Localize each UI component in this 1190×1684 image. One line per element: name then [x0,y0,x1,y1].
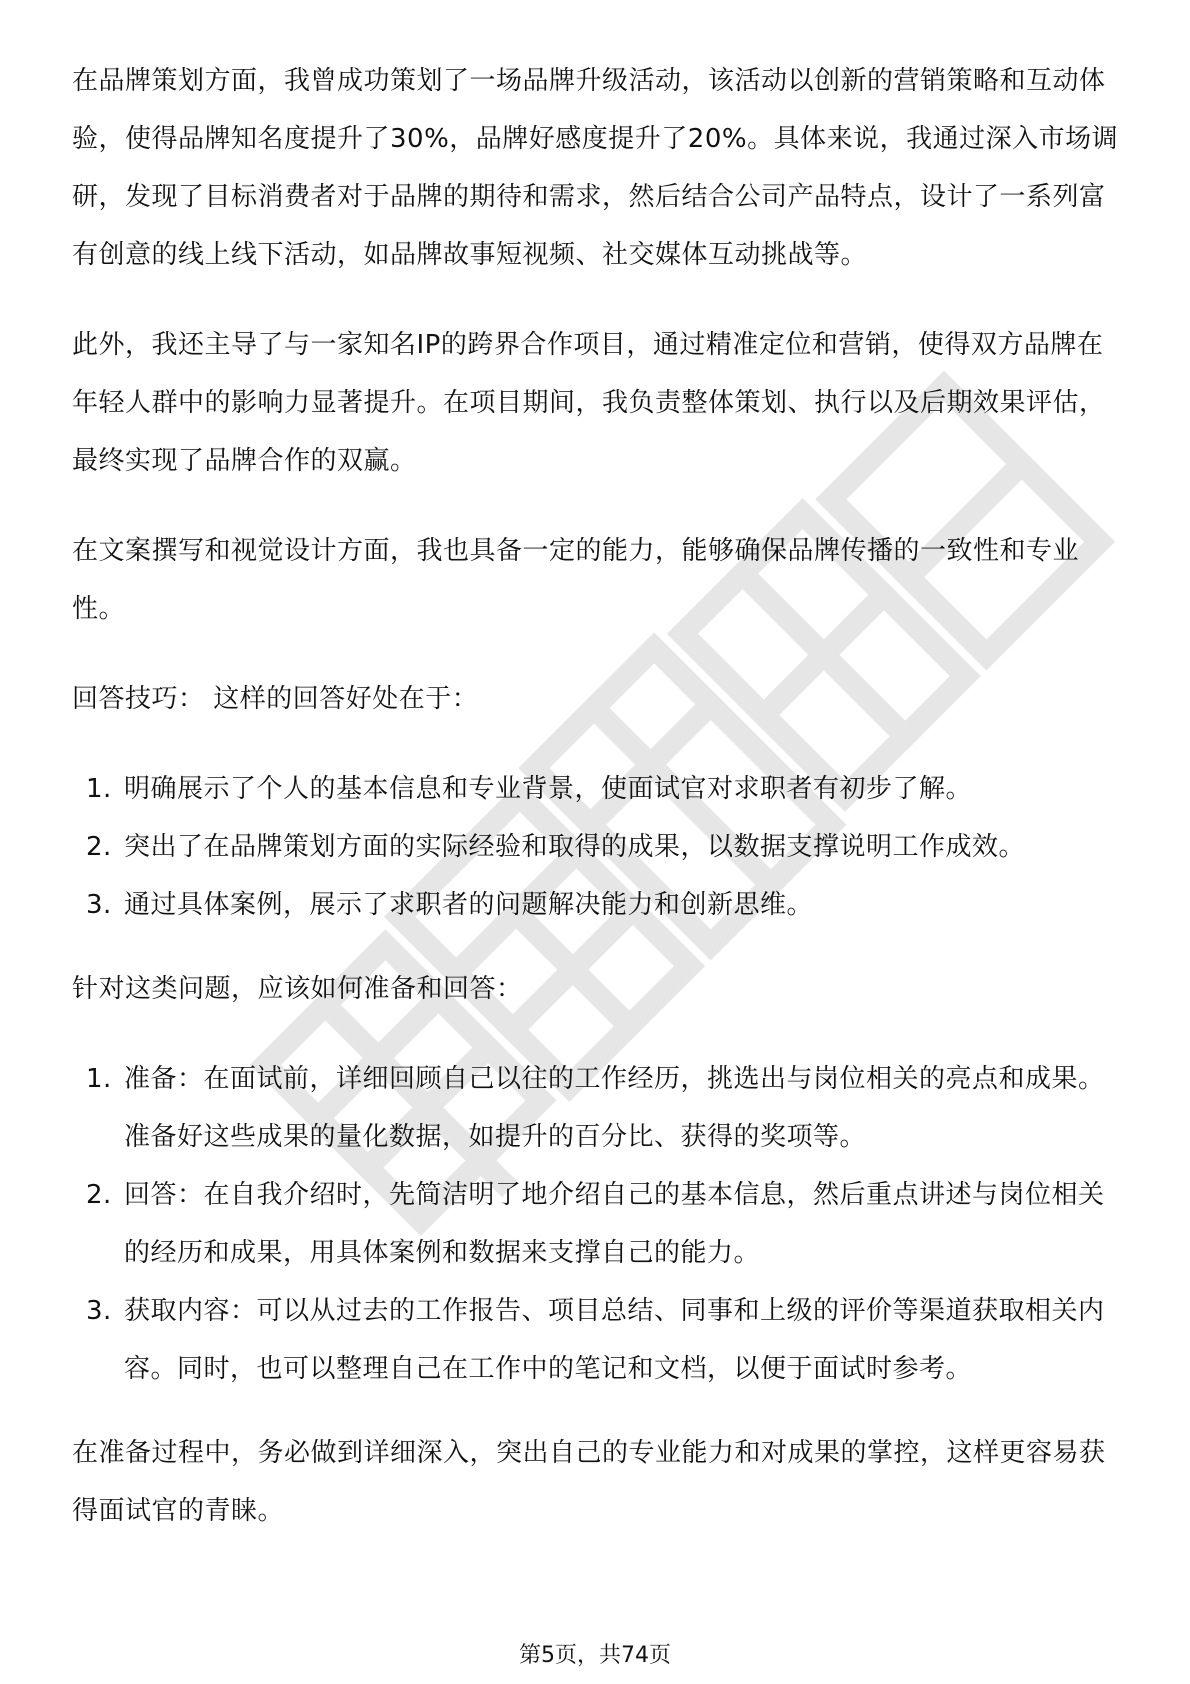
list-number: 3. [86,1296,112,1326]
list-item [72,760,1120,818]
list-item-text: 回答：在自我介绍时，先简洁明了地介绍自己的基本信息，然后重点讲述与岗位相关的经历和成果，用具体案例和数据来支撑自己的能力。 [124,1180,1105,1268]
page-number-footer: 第5页，共74页 [519,1643,671,1668]
tips-list [72,760,1120,934]
list-item-text: 准备：在面试前，详细回顾自己以往的工作经历，挑选出与岗位相关的亮点和成果。准备好这些成果的量化数据，如提升的百分比、获得的奖项等。 [124,1064,1105,1152]
list-item-text: 获取内容：可以从过去的工作报告、项目总结、同事和上级的评价等渠道获取相关内容。同时，也可以整理自己在工作中的笔记和文档，以便于面试时参考。 [124,1296,1105,1384]
list-number: 2. [86,1180,112,1210]
list-item-text: 通过具体案例，展示了求职者的问题解决能力和创新思维。 [124,890,814,920]
list-item [72,818,1120,876]
tips-heading: 回答技巧： 这样的回答好处在于： [72,684,479,714]
list-item-text: 突出了在品牌策划方面的实际经验和取得的成果，以数据支撑说明工作成效。 [124,832,1026,862]
list-number: 3. [86,890,112,920]
prep-list [72,1050,1120,1398]
paragraph-brand-planning: 在品牌策划方面，我曾成功策划了一场品牌升级活动，该活动以创新的营销策略和互动体验，使得品牌知名度提升了30%，品牌好感度提升了20%。具体来说，我通过深入市场调研，发现了目标消费者对于品牌的期待和需求，然后结合公司产品特点，设计了一系列富有创意的线上线下活动，如品牌故事短视频、社交媒体互动挑战等。 [72,66,1119,270]
list-number: 1. [86,1064,112,1094]
document-body [72,52,1120,1572]
prep-heading: 针对这类问题，应该如何准备和回答： [72,974,523,1004]
list-item [72,1166,1120,1282]
closing-paragraph: 在准备过程中，务必做到详细深入，突出自己的专业能力和对成果的掌控，这样更容易获得面试官的青睐。 [72,1438,1106,1526]
paragraph-copywriting-design: 在文案撰写和视觉设计方面，我也具备一定的能力，能够确保品牌传播的一致性和专业性。 [72,536,1080,624]
list-item [72,1282,1120,1398]
list-item [72,1050,1120,1166]
paragraph-ip-collaboration: 此外，我还主导了与一家知名IP的跨界合作项目，通过精准定位和营销，使得双方品牌在年轻人群中的影响力显著提升。在项目期间，我负责整体策划、执行以及后期效果评估，最终实现了品牌合作的双赢。 [72,330,1106,476]
list-number: 1. [86,774,112,804]
list-item [72,876,1120,934]
list-number: 2. [86,832,112,862]
list-item-text: 明确展示了个人的基本信息和专业背景，使面试官对求职者有初步了解。 [124,774,973,804]
